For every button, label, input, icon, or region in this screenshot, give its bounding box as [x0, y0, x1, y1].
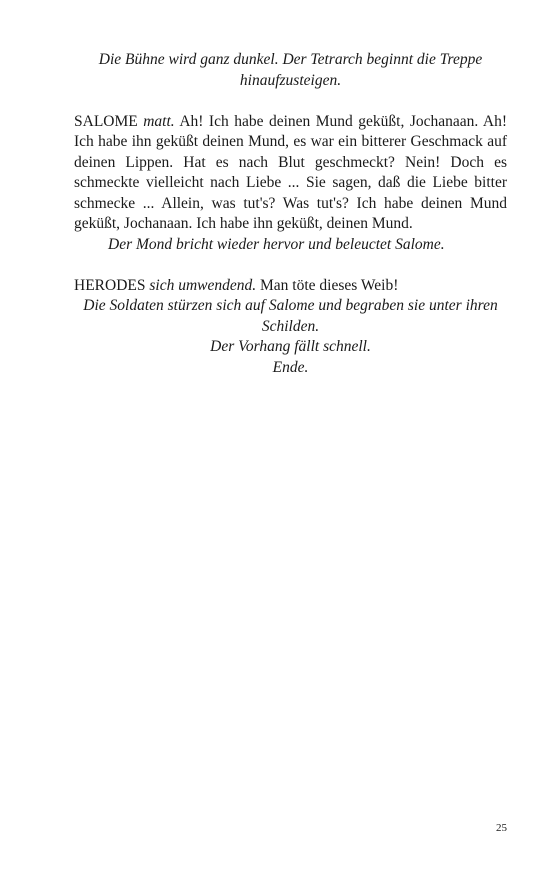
paragraph-gap	[74, 91, 507, 112]
herodes-speech	[74, 276, 507, 297]
salome-speaker: SALOME	[74, 112, 138, 130]
page-number: 25	[496, 822, 507, 834]
herodes-speaker: HERODES	[74, 276, 146, 294]
soldiers-stage-direction: Die Soldaten stürzen sich auf Salome und begraben sie unter ihren Schilden.	[83, 297, 498, 335]
salome-speech	[74, 112, 507, 235]
opening-stage-direction: Die Bühne wird ganz dunkel. Der Tetrarch beginnt die Treppe hinaufzusteigen.	[98, 51, 483, 89]
curtain-stage-direction: Der Vorhang fällt schnell.	[210, 338, 371, 355]
salome-speech-text: Ah! Ich habe deinen Mund geküßt, Jochanaan. Ah! Ich habe ihn geküßt deinen Mund, es war ein bitterer Geschmack auf deinen Lippen. Hat es nach Blut geschmeckt? Nein! Doch es schmeckte vielleicht nach Liebe ... Sie sagen, daß die Liebe bitter schmecke ... Allein, was tut's? Was tut's? Ich habe deinen Mund geküßt, Jochanaan. Ich habe ihn geküßt, deinen Mund.	[74, 112, 507, 232]
paragraph-gap	[74, 255, 507, 276]
salome-instruction: matt.	[143, 112, 175, 130]
herodes-speech-text: Man töte dieses Weib!	[260, 276, 399, 294]
moon-stage-direction: Der Mond bricht wieder hervor und beleuctet Salome.	[108, 235, 445, 253]
page-body	[74, 50, 507, 378]
herodes-instruction: sich umwendend.	[149, 276, 257, 294]
ending: Ende.	[272, 358, 309, 376]
